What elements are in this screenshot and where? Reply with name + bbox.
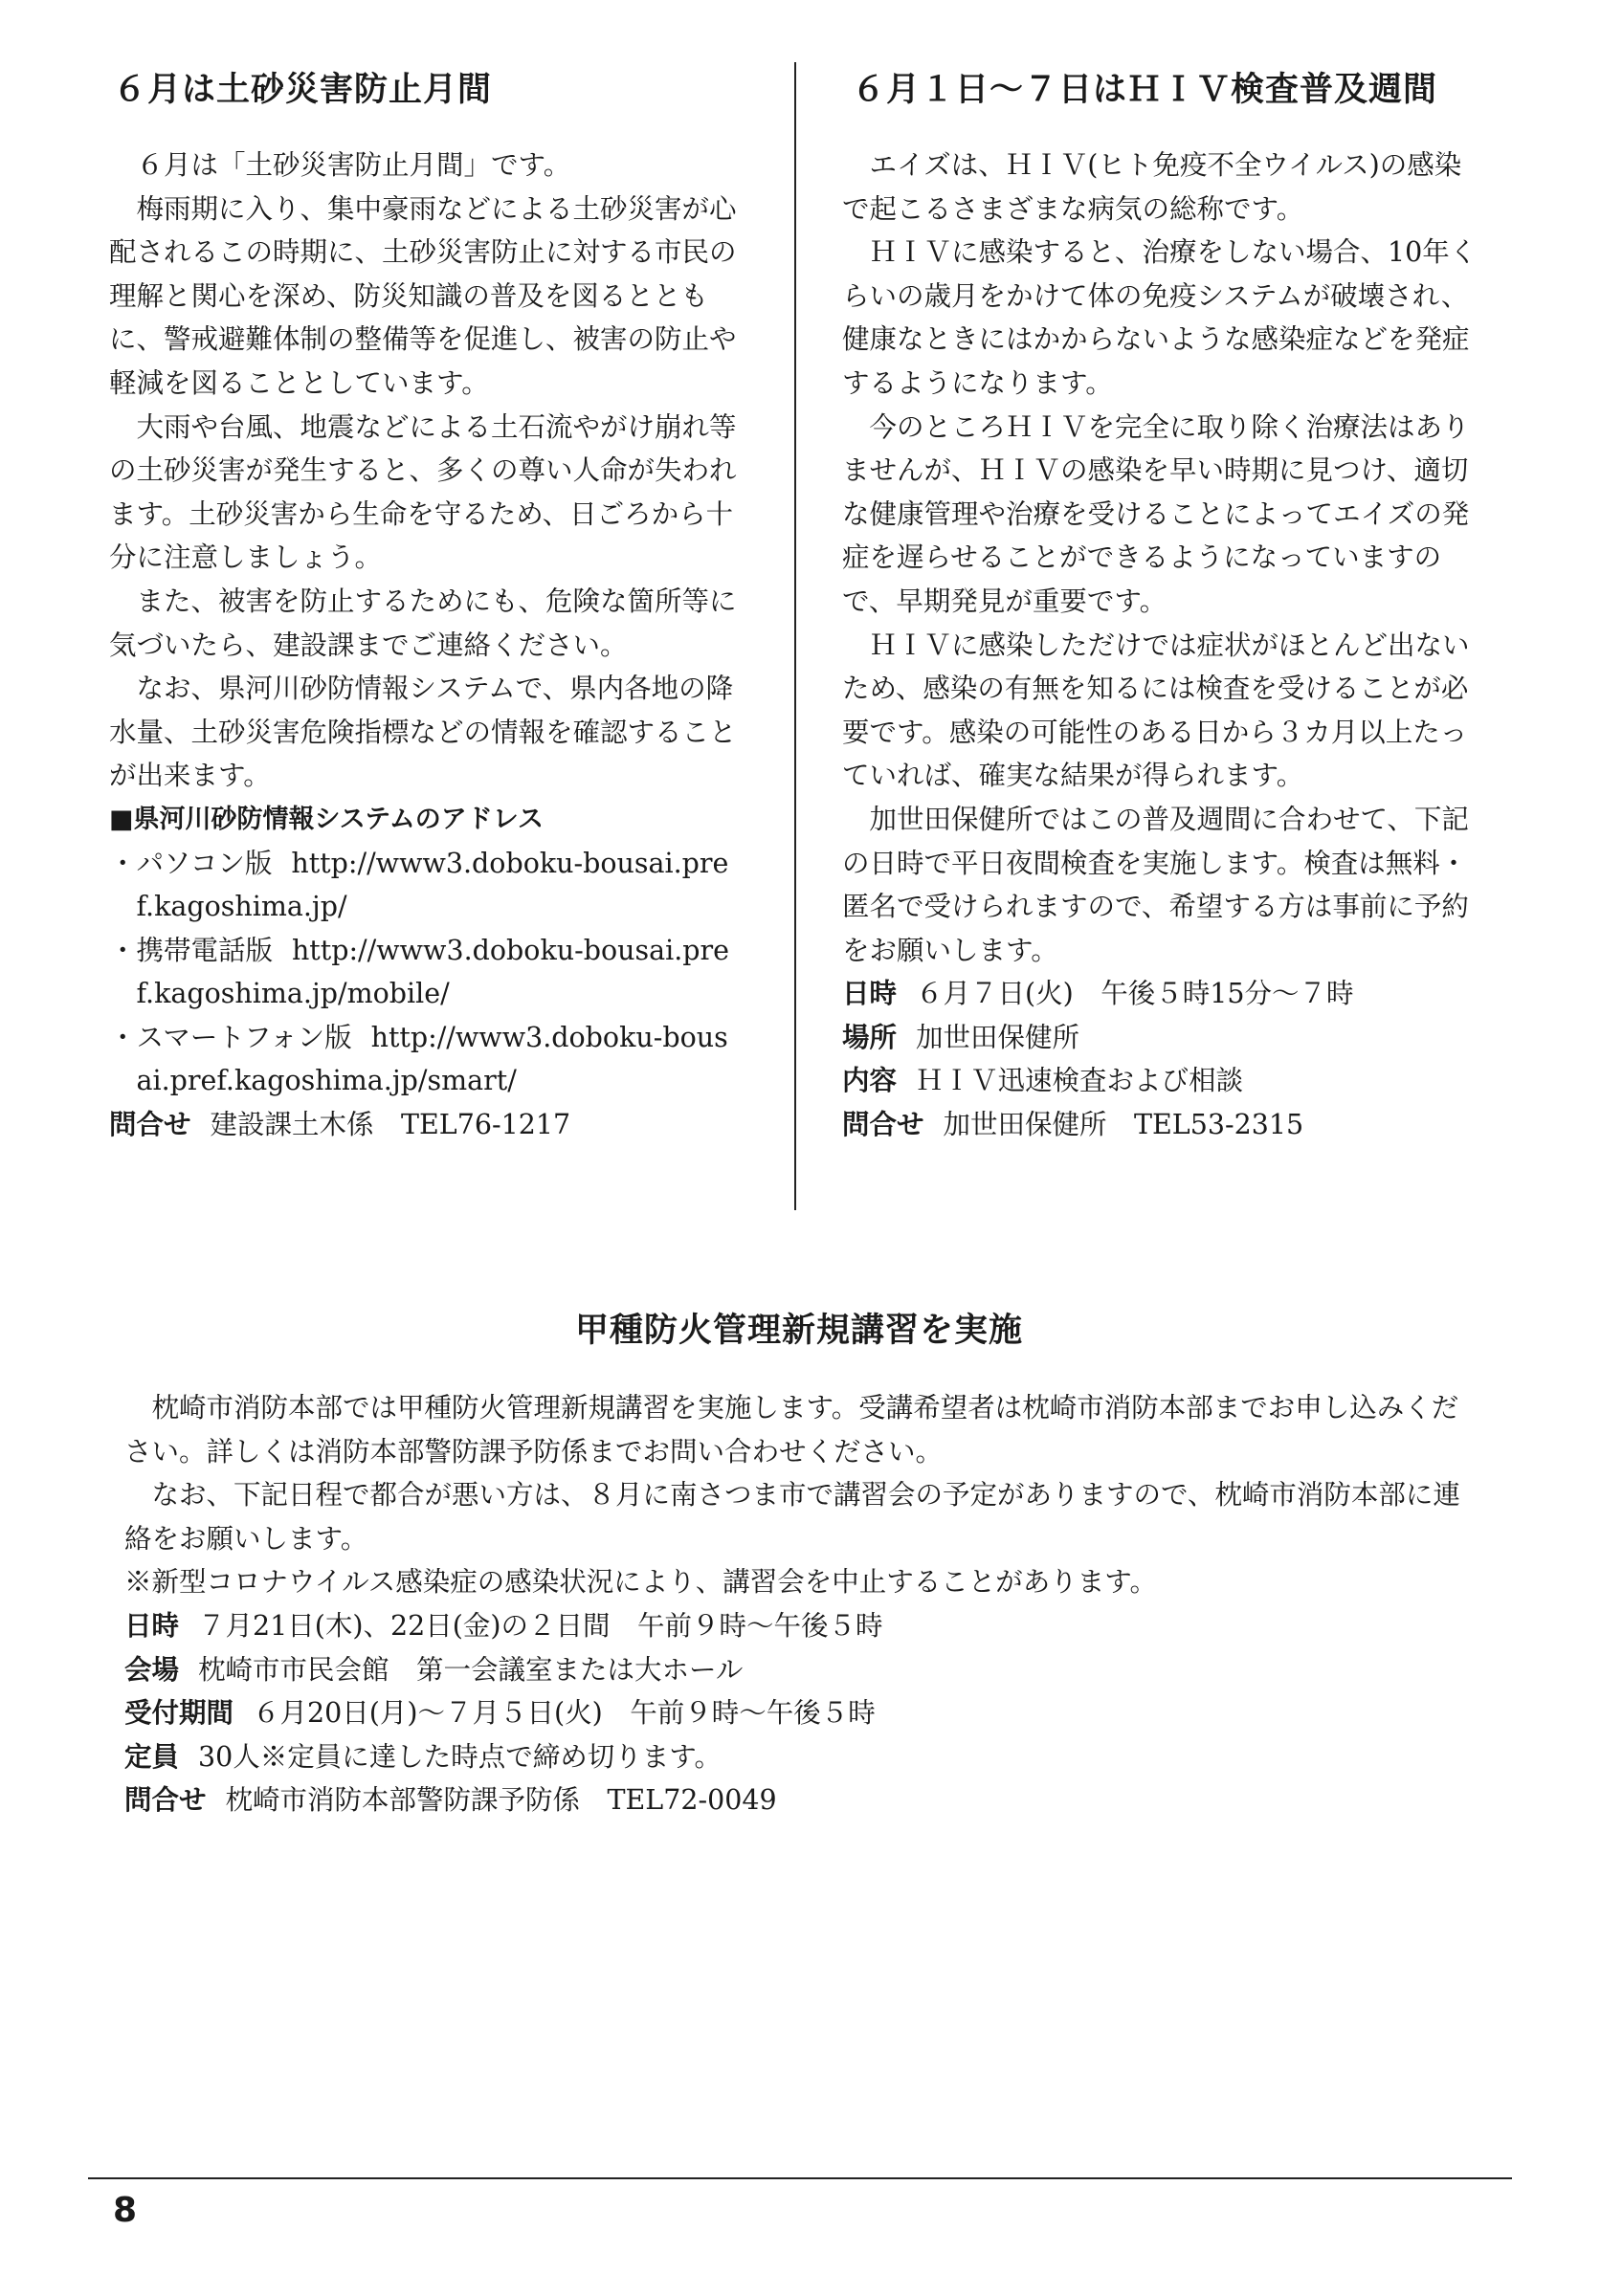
address-url[interactable]: http://www3.doboku-bousai.pref.kagoshima.jp/ — [136, 847, 729, 923]
info-label: 内容 — [842, 1065, 898, 1097]
info-row — [124, 1648, 1474, 1692]
paragraph: 梅雨期に入り、集中豪雨などによる土砂災害が心配されるこの時期に、土砂災害防止に対する市民の理解と関心を深め、防災知識の普及を図るとともに、警戒避難体制の整備等を促進し、被害の防止や軽減を図ることとしています。 — [109, 192, 737, 399]
notice-text: ※新型コロナウイルス感染症の感染状況により、講習会を中止することがあります。 — [124, 1566, 1158, 1599]
paragraph: 今のところＨＩＶを完全に取り除く治療法はありませんが、ＨＩＶの感染を早い時期に見つけ、適切な健康管理や治療を受けることによってエイズの発症を遅らせることができるようになっていますので、早期発見が重要です。 — [842, 410, 1470, 617]
address-item — [109, 1016, 743, 1103]
paragraph: ６月は「土砂災害防止月間」です。 — [136, 149, 571, 181]
info-label: 定員 — [124, 1740, 180, 1773]
info-row — [124, 1778, 1474, 1822]
article-title: ６月１日～７日はＨＩＶ検査普及週間 — [852, 71, 1438, 109]
address-label: 携帯電話版 — [136, 934, 274, 966]
info-value: ６月20日(月)～７月５日(火) 午前９時～午後５時 — [252, 1697, 876, 1730]
info-value: ７月21日(木)、22日(金)の２日間 午前９時～午後５時 — [197, 1609, 883, 1642]
info-value: 枕崎市市民会館 第一会議室または大ホール — [197, 1653, 744, 1686]
address-label: スマートフォン版 — [136, 1021, 352, 1053]
footer-rule — [88, 2177, 1512, 2179]
article-landslide-prevention — [109, 65, 743, 1147]
info-value: 加世田保健所 TEL53-2315 — [943, 1109, 1304, 1141]
info-row — [842, 1059, 1478, 1103]
info-label: 受付期間 — [124, 1697, 234, 1730]
address-url[interactable]: http://www3.doboku-bousai.pref.kagoshima.jp/smart/ — [136, 1021, 728, 1097]
column-divider — [794, 62, 796, 1210]
article-fire-prevention-course — [124, 1306, 1474, 1822]
paragraph: 加世田保健所ではこの普及週間に合わせて、下記の日時で平日夜間検査を実施します。検査は無料・匿名で受けられますので、希望する方は事前に予約をお願いします。 — [842, 803, 1469, 966]
paragraph: なお、県河川砂防情報システムで、県内各地の降水量、土砂災害危険指標などの情報を確認することが出来ます。 — [109, 673, 737, 792]
address-url[interactable]: http://www3.doboku-bousai.pref.kagoshima.jp/mobile/ — [136, 934, 729, 1010]
info-label: 会場 — [124, 1653, 180, 1686]
bullet-mark: ・ — [109, 1021, 137, 1053]
info-row — [124, 1691, 1474, 1735]
contact-line — [109, 1103, 743, 1147]
info-label: 日時 — [842, 978, 898, 1010]
address-item — [109, 842, 743, 929]
info-label: 問合せ — [842, 1109, 924, 1141]
page-number: 8 — [113, 2191, 138, 2230]
info-row — [842, 1016, 1478, 1060]
info-label: 問合せ — [124, 1784, 207, 1817]
paragraph: 大雨や台風、地震などによる土石流やがけ崩れ等の土砂災害が発生すると、多くの尊い人命が失われます。土砂災害から生命を守るため、日ごろから十分に注意しましょう。 — [109, 410, 737, 574]
info-value: 枕崎市消防本部警防課予防係 TEL72-0049 — [225, 1784, 777, 1817]
info-label: 日時 — [124, 1609, 180, 1642]
info-value: ６月７日(火) 午後５時15分～７時 — [915, 978, 1354, 1010]
address-label: パソコン版 — [136, 847, 273, 879]
info-row — [124, 1735, 1474, 1779]
info-row — [842, 1103, 1478, 1147]
contact-label: 問合せ — [109, 1109, 191, 1141]
address-heading: ■県河川砂防情報システムのアドレス — [109, 804, 544, 834]
bullet-mark: ・ — [109, 934, 137, 966]
contact-value: 建設課土木係 TEL76-1217 — [210, 1109, 571, 1141]
address-item — [109, 929, 743, 1016]
info-value: ＨＩＶ迅速検査および相談 — [915, 1065, 1243, 1097]
info-value: 加世田保健所 — [915, 1021, 1079, 1053]
article-title: ６月は土砂災害防止月間 — [113, 71, 493, 109]
bullet-mark: ・ — [109, 847, 137, 879]
article-hiv-testing-week — [842, 65, 1478, 1147]
info-row — [842, 972, 1478, 1016]
info-value: 30人※定員に達した時点で締め切ります。 — [197, 1740, 722, 1773]
paragraph: ＨＩＶに感染すると、治療をしない場合、10年くらいの歳月をかけて体の免疫システムが破壊され、健康なときにはかからないような感染症などを発症するようになります。 — [842, 236, 1478, 399]
article-title: 甲種防火管理新規講習を実施 — [574, 1312, 1023, 1350]
paragraph: エイズは、ＨＩＶ(ヒト免疫不全ウイルス)の感染で起こるさまざまな病気の総称です。 — [842, 149, 1462, 225]
paragraph: ＨＩＶに感染しただけでは症状がほとんど出ないため、感染の有無を知るには検査を受けることが必要です。感染の可能性のある日から３カ月以上たっていれば、確実な結果が得られます。 — [842, 629, 1470, 792]
info-row — [124, 1604, 1474, 1648]
paragraph: また、被害を防止するためにも、危険な箇所等に気づいたら、建設課までご連絡ください。 — [109, 585, 737, 661]
info-label: 場所 — [842, 1021, 898, 1053]
paragraph: なお、下記日程で都合が悪い方は、８月に南さつま市で講習会の予定がありますので、枕崎市消防本部に連絡をお願いします。 — [124, 1479, 1460, 1555]
paragraph: 枕崎市消防本部では甲種防火管理新規講習を実施します。受講希望者は枕崎市消防本部までお申し込みください。詳しくは消防本部警防課予防係までお問い合わせください。 — [124, 1392, 1459, 1468]
